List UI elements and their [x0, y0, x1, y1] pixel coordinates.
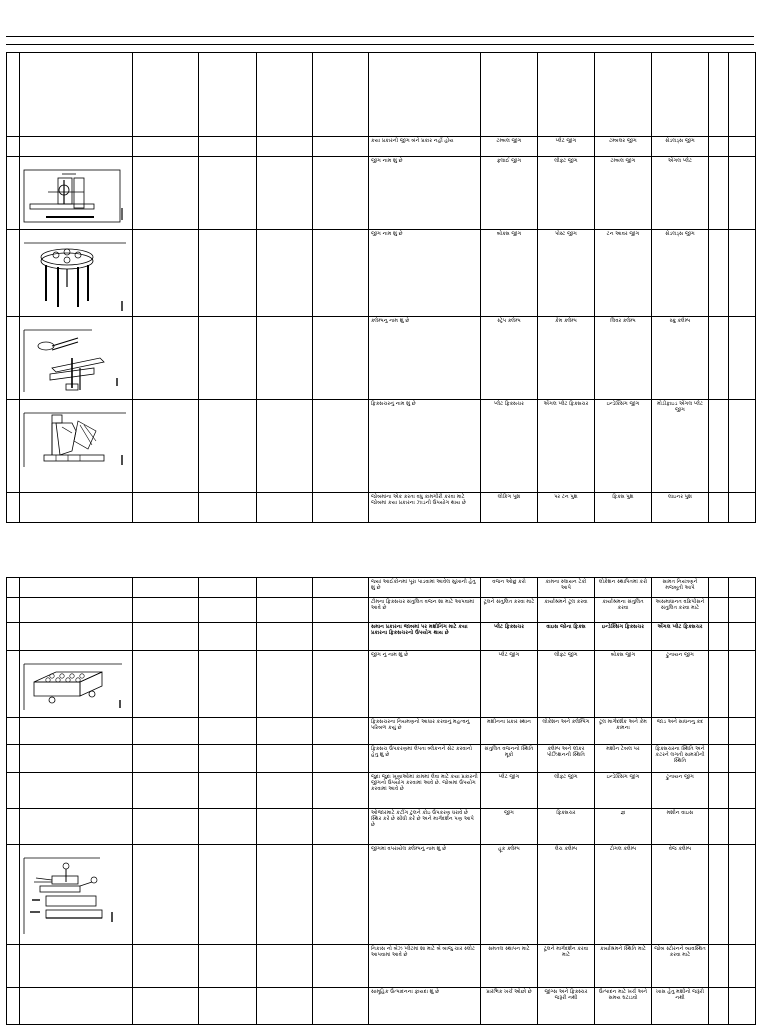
figure-cell — [20, 578, 133, 598]
question-row — [7, 718, 756, 745]
empty-cell — [709, 137, 729, 157]
answer-option-1: સમતલ સ્થાપન માટે — [481, 945, 538, 988]
empty-cell — [7, 988, 20, 1025]
answer-option-2: લેચ ક્લેમ્પ — [538, 845, 595, 945]
question-row — [7, 137, 756, 157]
empty-cell — [709, 578, 729, 598]
empty-cell — [709, 53, 729, 137]
answer-option-1: મશીનના પ્રકાર સ્થાન — [481, 718, 538, 745]
empty-cell — [313, 988, 369, 1025]
answer-option-3: ફિક્સ પુશ — [595, 493, 652, 523]
empty-cell — [729, 745, 756, 773]
answer-option-3: ટોગલ ક્લેમ્પ — [595, 845, 652, 945]
empty-cell — [313, 773, 369, 809]
empty-cell — [257, 945, 313, 988]
empty-cell — [729, 157, 756, 230]
answer-option-1: વજન ઓછું કરો — [481, 578, 538, 598]
answer-option-4: મશીન વાઇસ — [652, 809, 709, 845]
empty-cell — [7, 809, 20, 845]
question-row — [7, 578, 756, 598]
empty-cell — [7, 157, 20, 230]
empty-cell — [729, 718, 756, 745]
figure-cell — [20, 230, 133, 317]
empty-cell — [709, 230, 729, 317]
empty-cell — [313, 598, 369, 623]
empty-cell — [313, 845, 369, 945]
figure-cell — [20, 53, 133, 137]
answer-option-3: ટમ્બલ જીગ — [595, 157, 652, 230]
figure-cell — [20, 493, 133, 523]
question-row — [7, 598, 756, 623]
empty-cell — [709, 845, 729, 945]
empty-cell — [199, 623, 257, 651]
answer-option-1: પ્લેટ જીગ — [481, 773, 538, 809]
empty-cell — [7, 845, 20, 945]
empty-cell — [7, 578, 20, 598]
question-text: ફિક્સચ ઉપકરણમાં લેપતા બ્લેકનને સેટ કરવાનો હેતુ શું છે — [369, 745, 481, 773]
figure-cell — [20, 317, 133, 400]
question-row — [7, 53, 756, 137]
answer-option-2: લીફ્ટ જીગ — [538, 773, 595, 809]
empty-cell — [7, 53, 20, 137]
empty-cell — [133, 845, 199, 945]
empty-cell — [709, 988, 729, 1025]
answer-option-1: સંતુલિત વજનનો સ્થિતિ મૂકો — [481, 745, 538, 773]
empty-cell — [313, 400, 369, 493]
answer-option-1: ટમ્બલ જીગ — [481, 137, 538, 157]
answer-option-4: સામત નિયંત્રણને મજબૂતી આપે — [652, 578, 709, 598]
empty-cell — [7, 945, 20, 988]
empty-cell — [7, 137, 20, 157]
empty-cell — [133, 598, 199, 623]
question-text: ફિક્સચરના નિયમણનો આધાર કરવાનું મહત્વનું પરિબળ કયું છે — [369, 718, 481, 745]
question-text: નિકાસ નો બેઝ પ્લેટમાં શા માટે બે બાજુ ચાર સ્લોટ આપવામાં આવે છે — [369, 945, 481, 988]
answer-option-1: ફ્લાઈ જીગ — [481, 157, 538, 230]
answer-option-4: સેડલડ્સ જીગ — [652, 137, 709, 157]
answer-option-2: લોકેશન અને ક્લેમ્પિંગ — [538, 718, 595, 745]
empty-cell — [199, 845, 257, 945]
answer-option-1: જીગ — [481, 809, 538, 845]
empty-cell — [709, 157, 729, 230]
empty-cell — [709, 400, 729, 493]
jig-drawing-1-icon — [22, 168, 130, 228]
empty-cell — [709, 651, 729, 718]
empty-cell — [709, 718, 729, 745]
empty-cell — [133, 988, 199, 1025]
answer-option-1 — [481, 53, 538, 137]
empty-cell — [313, 53, 369, 137]
figure-cell — [20, 773, 133, 809]
empty-cell — [729, 809, 756, 845]
question-row — [7, 493, 756, 523]
empty-cell — [257, 53, 313, 137]
empty-cell — [199, 578, 257, 598]
empty-cell — [257, 317, 313, 400]
empty-cell — [257, 493, 313, 523]
figure-cell — [20, 745, 133, 773]
empty-cell — [257, 578, 313, 598]
empty-cell — [257, 623, 313, 651]
figure-cell — [20, 809, 133, 845]
empty-cell — [7, 493, 20, 523]
answer-option-2: લીફ્ટ જીગ — [538, 651, 595, 718]
answer-option-2: પર ટન પુશ — [538, 493, 595, 523]
empty-cell — [133, 493, 199, 523]
answer-option-3: ટૂલ માર્ગદર્શક અને કેમ કામના — [595, 718, 652, 745]
question-row — [7, 745, 756, 773]
empty-cell — [709, 623, 729, 651]
empty-cell — [133, 651, 199, 718]
question-text: જીગમાં વપરાયેલ ક્લેમ્પનું નામ શું છે — [369, 845, 481, 945]
question-table-2 — [6, 577, 756, 1025]
answer-option-2: કાર્યાશ્રમને ટૂલ કરવા — [538, 598, 595, 623]
empty-cell — [199, 945, 257, 988]
answer-option-1: બોક્સ જીગ — [481, 230, 538, 317]
question-row — [7, 230, 756, 317]
page-top-rule-2 — [6, 44, 754, 45]
empty-cell — [133, 773, 199, 809]
question-text: જુદા જુદા ખૂણાઓમાં કામમાં લેવા માટે કયા પ્રકારની જીગનો ઉપયોગ કરવામાં આવે છે. જોબમાં ઉપયોગ કરવામાં આવે છે — [369, 773, 481, 809]
empty-cell — [257, 230, 313, 317]
answer-option-2: એંગલ પ્લેટ ફિક્સચર — [538, 400, 595, 493]
empty-cell — [729, 598, 756, 623]
question-row — [7, 845, 756, 945]
empty-cell — [199, 598, 257, 623]
question-text: ફિક્સચરનું નામ શું છે — [369, 400, 481, 493]
question-text: જોબમાંના એક કરતા વધુ કામગીરી કરવા માટે જોબમાં કયા પ્રકારના ઝાડની ઉપયોગ થાય છે — [369, 493, 481, 523]
empty-cell — [729, 845, 756, 945]
answer-option-4: ફિક્સચરના સ્થિતિ અને કટરને લગતી સામગ્રીની સ્થિતિ — [652, 745, 709, 773]
answer-option-3: બોક્સ જીગ — [595, 651, 652, 718]
answer-option-3: કાર્યાશ્રમના સંતુલિત કરવા — [595, 598, 652, 623]
empty-cell — [257, 157, 313, 230]
empty-cell — [709, 598, 729, 623]
question-row — [7, 623, 756, 651]
empty-cell — [729, 578, 756, 598]
answer-option-3: ટમ્બલર જીગ — [595, 137, 652, 157]
question-row — [7, 809, 756, 845]
empty-cell — [133, 317, 199, 400]
answer-option-4: એંગલ પ્લેટ — [652, 157, 709, 230]
figure-cell — [20, 137, 133, 157]
answer-option-3: ઇન્ડેક્સિંગ જીગ — [595, 400, 652, 493]
empty-cell — [133, 945, 199, 988]
answer-option-4: લાઇનર પુશ — [652, 493, 709, 523]
post-jig-drawing-icon — [22, 241, 130, 315]
answer-option-1: લોકિંગ પુશ — [481, 493, 538, 523]
empty-cell — [729, 400, 756, 493]
empty-cell — [7, 317, 20, 400]
empty-cell — [257, 988, 313, 1025]
answer-option-2: પ્લેટ જીગ — [538, 137, 595, 157]
question-row — [7, 157, 756, 230]
empty-cell — [257, 651, 313, 718]
empty-cell — [257, 718, 313, 745]
empty-cell — [729, 651, 756, 718]
figure-cell — [20, 598, 133, 623]
empty-cell — [709, 745, 729, 773]
answer-option-3: મશીન ટેબલ પર — [595, 745, 652, 773]
empty-cell — [7, 230, 20, 317]
answer-option-3 — [595, 53, 652, 137]
empty-cell — [729, 623, 756, 651]
empty-cell — [133, 718, 199, 745]
empty-cell — [257, 745, 313, 773]
answer-option-2: પોસ્ટ જીગ — [538, 230, 595, 317]
empty-cell — [199, 230, 257, 317]
empty-cell — [313, 745, 369, 773]
answer-option-2: કેમ ક્લેમ્પ — [538, 317, 595, 400]
empty-cell — [7, 623, 20, 651]
empty-cell — [257, 400, 313, 493]
empty-cell — [729, 945, 756, 988]
empty-cell — [133, 623, 199, 651]
answer-option-1: પ્રારંભિક ખર્ચ ઓછો છે — [481, 988, 538, 1025]
answer-option-4: ટ્રુનાયન જીગ — [652, 651, 709, 718]
clamp-drawing-icon — [22, 328, 130, 398]
question-row — [7, 945, 756, 988]
answer-option-4: અસમાધાનત વક્રિપીસને સંતુલિત કરવા માટે — [652, 598, 709, 623]
empty-cell — [199, 157, 257, 230]
answer-option-4: ટ્રુનાયન જીગ — [652, 773, 709, 809]
empty-cell — [7, 400, 20, 493]
figure-cell — [20, 623, 133, 651]
answer-option-4: મોડીફાઇડ એંગલ પ્લેટ જીગ — [652, 400, 709, 493]
empty-cell — [313, 493, 369, 523]
empty-cell — [729, 773, 756, 809]
question-text: કયા પ્રકારની જીગ બંને પ્રકાર નહીં હોય — [369, 137, 481, 157]
answer-option-2: ફિક્સચર — [538, 809, 595, 845]
answer-option-1: પ્લેટ ફિક્સચર — [481, 623, 538, 651]
answer-option-2: ક્લેમ્પ અને લૉકર પોઝિશનની સ્થિતિ — [538, 745, 595, 773]
question-text: ક્લેમ્પનુ નામ શું છે — [369, 317, 481, 400]
empty-cell — [313, 230, 369, 317]
empty-cell — [257, 598, 313, 623]
empty-cell — [133, 53, 199, 137]
plate-jig-drawing-icon — [22, 662, 130, 716]
question-table-1 — [6, 52, 756, 523]
empty-cell — [709, 945, 729, 988]
answer-option-2: કામના સ્લાયન ટેકો આપે — [538, 578, 595, 598]
empty-cell — [7, 718, 20, 745]
empty-cell — [199, 773, 257, 809]
empty-cell — [7, 651, 20, 718]
answer-option-3: ઇન્ડેક્સિંગ જીગ — [595, 773, 652, 809]
empty-cell — [729, 230, 756, 317]
empty-cell — [133, 745, 199, 773]
question-text — [369, 53, 481, 137]
empty-cell — [257, 137, 313, 157]
question-text: સમાન પ્રકારના જાબમાં પર મશીનિંગ માટે કયા પ્રકારના ફિક્સચરનો ઉપયોગ થાય છે — [369, 623, 481, 651]
answer-option-2: ટૂલને માર્ગદર્શન કરવા માટે — [538, 945, 595, 988]
empty-cell — [257, 845, 313, 945]
figure-cell — [20, 400, 133, 493]
page-top-rule — [6, 36, 754, 37]
empty-cell — [729, 317, 756, 400]
question-text: જ્યાં આઈકોનમાં પૂરા પાડવામાં આવેલ સુખાની હેતુ શું છે — [369, 578, 481, 598]
answer-option-2: લીફ્ટ જીગ — [538, 157, 595, 230]
answer-option-3: કાર્યાશ્રમને સ્થિતિ માટે — [595, 945, 652, 988]
empty-cell — [199, 651, 257, 718]
answer-option-1: પ્લેટ ફિક્સચર — [481, 400, 538, 493]
answer-option-4: ખાસ હેતુ મશીનો જરૂરી નથી — [652, 988, 709, 1025]
empty-cell — [709, 809, 729, 845]
answer-option-3: ટન આવર જીગ — [595, 230, 652, 317]
empty-cell — [313, 578, 369, 598]
empty-cell — [313, 945, 369, 988]
question-text: સામૂહિક ઉત્પાદનના ફાયદા શું છે — [369, 988, 481, 1025]
angle-plate-fixture-drawing-icon — [22, 411, 130, 475]
empty-cell — [709, 493, 729, 523]
question-text: જીગ નામ શું છે — [369, 230, 481, 317]
figure-cell — [20, 651, 133, 718]
question-text: ટીમના ફિક્સચર સંતુલિત વજન શા માટે આપવામાં આવે છે — [369, 598, 481, 623]
question-row — [7, 651, 756, 718]
empty-cell — [313, 809, 369, 845]
empty-cell — [7, 745, 20, 773]
question-row — [7, 773, 756, 809]
answer-option-4: સેડલડ્સ જીગ — [652, 230, 709, 317]
empty-cell — [313, 623, 369, 651]
answer-option-3: લોકેશન સ્થાપિતમાં કરો — [595, 578, 652, 598]
figure-cell — [20, 845, 133, 945]
empty-cell — [257, 773, 313, 809]
empty-cell — [133, 157, 199, 230]
question-text: ઓજારમાટે કટીંગ ટુલને કોઇ ઉપકરણ ધરાવે છે સ્થિર કરે છે સીધી કરે છે અને માર્ગદર્શન પણ આપે છે — [369, 809, 481, 845]
empty-cell — [199, 745, 257, 773]
question-text: જીગ નામ શું છે — [369, 157, 481, 230]
empty-cell — [7, 773, 20, 809]
answer-option-1: પ્લેટ જીગ — [481, 651, 538, 718]
answer-option-3: ઉત્પાદન માટે ખર્ચ અને સમય ઘટાડવો — [595, 988, 652, 1025]
answer-option-4: એંગલ પ્લેટ ફિક્સચર — [652, 623, 709, 651]
empty-cell — [133, 137, 199, 157]
empty-cell — [709, 773, 729, 809]
answer-option-4: જોબ સ્ટોરનને વ્યવસ્થિત કરવા માટે — [652, 945, 709, 988]
answer-option-3: લિવર ક્લેમ્પ — [595, 317, 652, 400]
figure-cell — [20, 945, 133, 988]
answer-option-4: સ્ક્રુ ક્લેમ્પ — [652, 317, 709, 400]
empty-cell — [199, 53, 257, 137]
empty-cell — [313, 718, 369, 745]
answer-option-2: વાઇસ જોના ફિક્સ — [538, 623, 595, 651]
question-row — [7, 317, 756, 400]
empty-cell — [133, 400, 199, 493]
empty-cell — [133, 578, 199, 598]
empty-cell — [133, 809, 199, 845]
empty-cell — [199, 718, 257, 745]
answer-option-2 — [538, 53, 595, 137]
answer-option-1: હૂક ક્લેમ્પ — [481, 845, 538, 945]
empty-cell — [7, 598, 20, 623]
question-text: જીગ નું નામ શું છે — [369, 651, 481, 718]
empty-cell — [313, 317, 369, 400]
answer-option-1: ટૂલને સંતુલિત કરવા માટે — [481, 598, 538, 623]
empty-cell — [133, 230, 199, 317]
empty-cell — [709, 317, 729, 400]
question-row — [7, 400, 756, 493]
figure-cell — [20, 718, 133, 745]
figure-cell — [20, 157, 133, 230]
empty-cell — [313, 651, 369, 718]
empty-cell — [729, 988, 756, 1025]
answer-option-3: જ્ઞ — [595, 809, 652, 845]
answer-option-4 — [652, 53, 709, 137]
empty-cell — [729, 53, 756, 137]
answer-option-4: જાડ અને સાધનનુ કદ — [652, 718, 709, 745]
answer-option-2: જીગ્સ અને ફિક્સ્ચર જરૂરી નથી — [538, 988, 595, 1025]
figure-cell — [20, 988, 133, 1025]
empty-cell — [729, 493, 756, 523]
empty-cell — [313, 137, 369, 157]
empty-cell — [199, 988, 257, 1025]
answer-option-4: વેજ ક્લેમ્પ — [652, 845, 709, 945]
empty-cell — [199, 137, 257, 157]
toggle-clamp-drawing-icon — [22, 856, 130, 940]
empty-cell — [199, 317, 257, 400]
empty-cell — [313, 157, 369, 230]
answer-option-1: સ્ટ્રેપ ક્લેમ્પ — [481, 317, 538, 400]
answer-option-3: ઇન્ડેક્સિંગ ફિક્સચર — [595, 623, 652, 651]
question-row — [7, 988, 756, 1025]
empty-cell — [199, 809, 257, 845]
empty-cell — [257, 809, 313, 845]
empty-cell — [199, 493, 257, 523]
empty-cell — [199, 400, 257, 493]
empty-cell — [729, 137, 756, 157]
